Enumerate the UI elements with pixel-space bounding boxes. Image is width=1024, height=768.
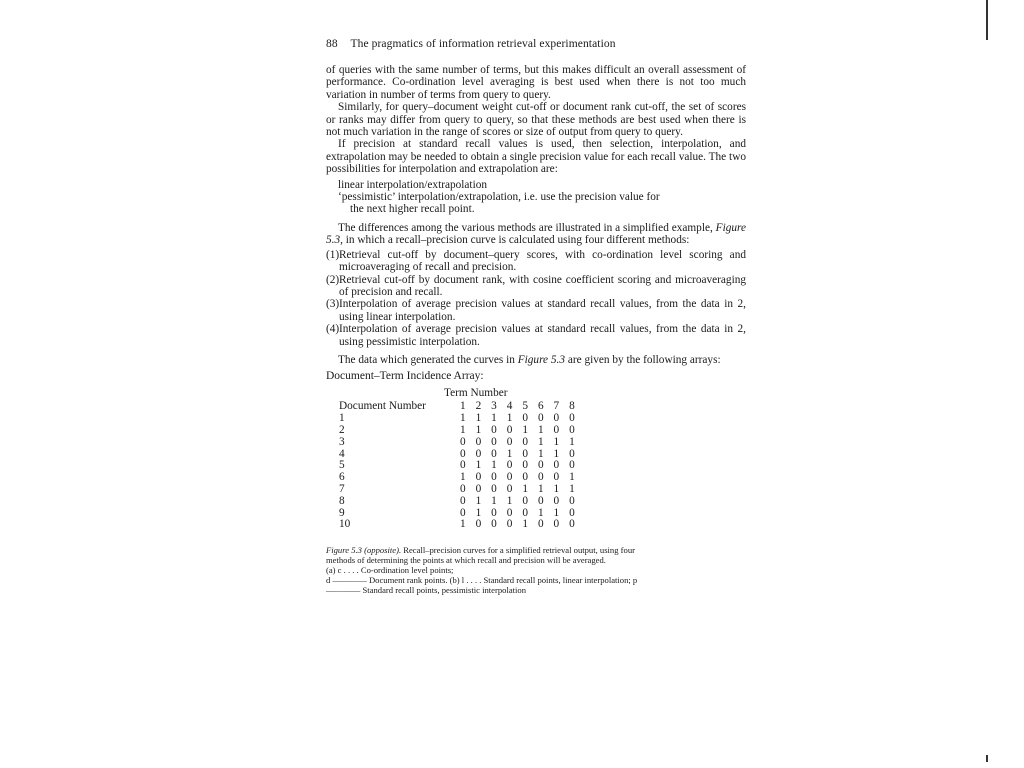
incidence-cell: 1	[537, 482, 544, 495]
incidence-cell: 0	[537, 412, 544, 425]
incidence-cell: 0	[553, 494, 560, 507]
term-number-cell: 1	[459, 400, 466, 413]
incidence-cell: 0	[491, 471, 497, 484]
running-head	[326, 38, 746, 50]
incidence-cell: 0	[491, 435, 497, 448]
incidence-cell: 0	[506, 518, 513, 531]
paragraph-4: The differences among the various methods are illustrated in a simplified example, Figure 5.3, in which a recall–precision curve is calculated using four different methods:	[326, 221, 746, 247]
incidence-cell: 0	[459, 447, 466, 460]
incidence-cell: 0	[459, 435, 466, 448]
term-number-cell: 5	[522, 400, 528, 413]
incidence-cell: 1	[569, 471, 575, 484]
page-edge-mark	[986, 0, 988, 40]
incidence-cell: 0	[537, 518, 544, 531]
incidence-cell: 0	[506, 482, 513, 495]
incidence-cell: 1	[506, 494, 513, 507]
incidence-cell: 1	[553, 435, 560, 448]
table-row	[339, 496, 580, 508]
document-number-cell: 2	[339, 423, 345, 436]
incidence-cell: 1	[522, 482, 528, 495]
incidence-cell: 0	[537, 494, 544, 507]
incidence-cell: 1	[459, 412, 466, 425]
incidence-cell: 0	[569, 494, 575, 507]
incidence-cell: 1	[491, 412, 497, 425]
incidence-cell: 0	[506, 435, 513, 448]
page-number: 88	[326, 38, 338, 50]
incidence-cell: 1	[459, 423, 466, 436]
chapter-title: The pragmatics of information retrieval experimentation	[350, 38, 616, 50]
figure-reference: Figure 5.3	[326, 221, 746, 247]
incidence-cell: 0	[491, 506, 497, 519]
incidence-cell: 0	[459, 482, 466, 495]
incidence-cell: 1	[522, 423, 528, 436]
incidence-cell: 0	[569, 459, 575, 472]
table-row	[339, 519, 580, 531]
incidence-cell: 0	[475, 482, 482, 495]
term-number-cell: 8	[569, 400, 575, 413]
incidence-cell: 0	[506, 423, 513, 436]
paragraph-3: If precision at standard recall values is used, then selection, interpolation, and extrapolation may be needed to obtain a single precision value for each recall value. The two possibilities for interpolation and extrapolation are:	[326, 138, 746, 176]
incidence-cell: 1	[569, 482, 575, 495]
incidence-cell: 1	[475, 459, 482, 472]
incidence-cell: 1	[537, 506, 544, 519]
incidence-cell: 0	[569, 518, 575, 531]
incidence-cell: 1	[491, 459, 497, 472]
method-linear: linear interpolation/extrapolation	[338, 178, 488, 191]
page-edge-dot	[986, 755, 988, 762]
caption-line-a: (a) c . . . . Co-ordination level points;	[326, 565, 454, 576]
document-number-header: Document Number	[339, 400, 426, 413]
paragraph-5: The data which generated the curves in Figure 5.3 are given by the following arrays:	[338, 353, 721, 366]
incidence-cell: 1	[459, 518, 466, 531]
incidence-cell: 0	[506, 459, 513, 472]
incidence-cell: 0	[569, 506, 575, 519]
document-number-cell: 3	[339, 435, 345, 448]
paragraph-1: of queries with the same number of terms, but this makes difficult an overall assessment of performance. Co-ordination level averaging is best used when there is not too much variation in number of terms from query to query.	[326, 64, 746, 101]
incidence-cell: 0	[475, 518, 482, 531]
table-row	[339, 484, 580, 496]
document-number-cell: 1	[339, 412, 345, 425]
incidence-cell: 0	[522, 447, 528, 460]
incidence-cell: 1	[506, 412, 513, 425]
incidence-cell: 0	[491, 482, 497, 495]
incidence-body	[339, 413, 580, 531]
document-number-cell: 6	[339, 471, 345, 484]
incidence-cell: 1	[475, 412, 482, 425]
incidence-cell: 1	[491, 494, 497, 507]
incidence-cell: 0	[522, 459, 528, 472]
table-row	[339, 425, 580, 437]
incidence-cell: 0	[569, 412, 575, 425]
incidence-cell: 0	[553, 518, 560, 531]
incidence-cell: 0	[475, 471, 482, 484]
incidence-cell: 0	[506, 506, 513, 519]
incidence-cell: 0	[553, 412, 560, 425]
document-number-cell: 7	[339, 482, 345, 495]
incidence-cell: 0	[506, 471, 513, 484]
term-number-cell: 2	[475, 400, 482, 413]
figure-reference: Figure 5.3	[517, 353, 566, 366]
incidence-cell: 0	[553, 459, 560, 472]
incidence-table	[339, 386, 580, 531]
incidence-cell: 0	[459, 459, 466, 472]
incidence-cell: 1	[522, 518, 528, 531]
incidence-cell: 1	[475, 506, 482, 519]
book-page	[326, 38, 746, 595]
incidence-cell: 0	[491, 423, 497, 436]
incidence-cell: 0	[459, 494, 466, 507]
incidence-cell: 0	[537, 459, 544, 472]
incidence-cell: 0	[522, 412, 528, 425]
list-item: (2) Retrieval cut-off by document rank, with cosine coefficient scoring and microaveraging of precision and recall.	[326, 273, 746, 298]
list-item: (1) Retrieval cut-off by document–query scores, with co-ordination level scoring and microaveraging of recall and precision.	[326, 248, 746, 274]
incidence-cell: 0	[491, 518, 497, 531]
term-number-cell: 6	[537, 400, 544, 413]
incidence-cell: 1	[553, 506, 560, 519]
incidence-cell: 1	[537, 423, 544, 436]
table-row	[339, 437, 580, 449]
incidence-cell: 1	[553, 447, 560, 460]
interpolation-methods	[338, 179, 746, 216]
term-number-cell: 4	[506, 400, 513, 413]
term-number-cell: 7	[553, 400, 560, 413]
document-number-cell: 9	[339, 506, 345, 519]
caption-text: Recall–precision curves for a simplified retrieval output, using four methods of determining the points at which recall and precision will be averaged.	[326, 545, 635, 566]
list-item: (3) Interpolation of average precision values at standard recall values, from the data in 2, using linear interpolation.	[326, 298, 746, 323]
term-number-header: Term Number	[444, 386, 508, 399]
incidence-cell: 0	[522, 494, 528, 507]
method-pessimistic: ‘pessimistic’ interpolation/extrapolation, i.e. use the precision value for	[338, 191, 660, 204]
incidence-cell: 1	[537, 447, 544, 460]
figure-caption	[326, 545, 646, 595]
incidence-cell: 1	[553, 482, 560, 495]
document-number-cell: 10	[339, 518, 351, 531]
incidence-cell: 0	[522, 506, 528, 519]
incidence-cell: 0	[522, 471, 528, 484]
list-item: (4) Interpolation of average precision values at standard recall values, from the data in 2, using pessimistic interpolation.	[326, 323, 746, 348]
incidence-cell: 0	[553, 423, 560, 436]
paragraph-2: Similarly, for query–document weight cut-off or document rank cut-off, the set of scores or ranks may differ from query to query, so that these methods are best used when there is not much variation in the range of scores or size of output from query to query.	[326, 101, 746, 139]
incidence-cell: 0	[491, 447, 497, 460]
incidence-cell: 1	[459, 471, 466, 484]
incidence-cell: 0	[569, 423, 575, 436]
term-number-cell: 3	[491, 400, 497, 413]
method-pessimistic-cont: the next higher recall point.	[350, 203, 475, 216]
incidence-cell: 1	[475, 494, 482, 507]
incidence-cell: 1	[475, 423, 482, 436]
incidence-cell: 1	[537, 435, 544, 448]
incidence-cell: 0	[569, 447, 575, 460]
incidence-cell: 0	[459, 506, 466, 519]
incidence-cell: 0	[475, 435, 482, 448]
document-number-cell: 5	[339, 459, 345, 472]
incidence-cell: 1	[506, 447, 513, 460]
caption-main	[326, 545, 646, 565]
method-steps	[326, 249, 746, 348]
incidence-cell: 0	[522, 435, 528, 448]
document-number-cell: 8	[339, 494, 345, 507]
caption-line-b: d ———— Document rank points. (b) l . . . . Standard recall points, linear interpolation; p———— Standard recall points, pessimistic interpolation	[326, 575, 638, 596]
incidence-cell: 1	[569, 435, 575, 448]
array-title: Document–Term Incidence Array:	[326, 370, 484, 383]
incidence-cell: 0	[475, 447, 482, 460]
incidence-cell: 0	[553, 471, 560, 484]
caption-label: Figure 5.3 (opposite).	[326, 545, 402, 556]
document-number-cell: 4	[339, 447, 345, 460]
incidence-cell: 0	[537, 471, 544, 484]
